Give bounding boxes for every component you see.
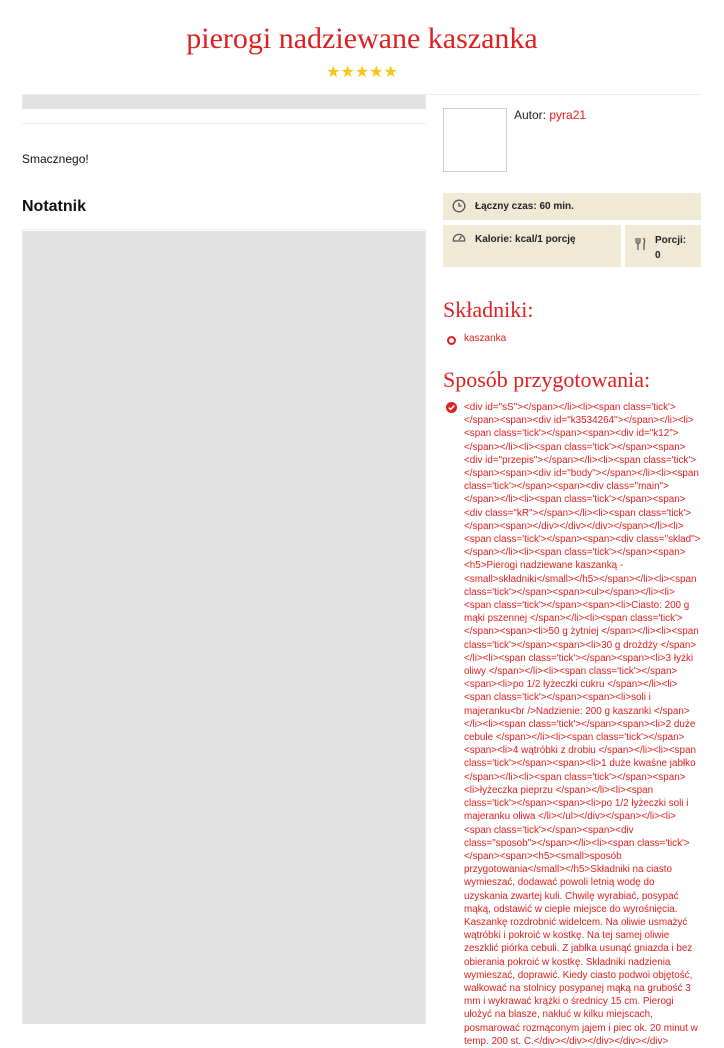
notes-heading: Notatnik bbox=[22, 198, 86, 215]
total-time-box bbox=[443, 193, 701, 220]
author-link[interactable]: pyra21 bbox=[549, 108, 587, 122]
portions-box bbox=[625, 225, 701, 267]
total-time: Łączny czas: 60 min. bbox=[475, 201, 574, 212]
ingredient-label: kaszanka bbox=[464, 333, 507, 344]
notes-area[interactable] bbox=[22, 231, 426, 1024]
author-info bbox=[514, 108, 586, 122]
calories: Kalorie: kcal/1 porcję bbox=[475, 234, 576, 245]
method-step: <div id="sS"></span></li><li><span class='tick'></span><span><div id="k3534264"></span></li><li><span class='tick'></span><span><div id="k12"></span></li><li><span class='tick'></span><span><div id="przepis"></span></li><li><span class='tick'></span><span><div id="body"></span></li><li><span class='tick'></span><span><div class="main"></span></li><li><span class='tick'></span><span><div class="kR"></span></li><li><span class='tick'></span><span></div></div></div></span></li><li><span class='tick'></span><span><div class="sklad"></span></li><li><span class='tick'></span><span><h5>Pierogi nadziewane kaszanką - <small>składniki</small></h5></span></li><li><span class='tick'></span><span><ul></span></li><li><span class='tick'></span><span><li>Ciasto: 200 g mąki pszennej </span></li><li><span class='tick'></span><span><li>50 g żytniej </span></li><li><span class='tick'></span><span><li>30 g drożdży </span></li><li><span class='tick'></span><span><li>3 łyżki oliwy </span></li><li><span class='tick'></span><span><li>po 1/2 łyżeczki cukru </span></li><li><span class='tick'></span><span><li>soli i majeranku<br />Nadzienie: 200 g kaszanki </span></li><li><span class='tick'></span><span><li>2 duże cebule </span></li><li><span class='tick'></span><span><li>4 wątróbki z drobiu </span></li><li><span class='tick'></span><span><li>1 duże kwaśne jabłko </span></li><li><span class='tick'></span><span><li>łyżeczka pieprzu </span></li><li><span class='tick'></span><span><li>po 1/2 łyżeczki soli i majeranku oliwa </li></ul></div></span></li><li><span class='tick'></span><span><div class="sposob"></span></li><li><span class='tick'></span><span><h5><small>sposób przygotowania</small></h5>Składniki na ciasto wymieszać, dodawać powoli letnią wodę do uzyskania zwartej kuli. Chwilę wyrabiać, posypać mąką, odstawić w ciepłe miejsce do wyrośnięcia. Kaszankę rozdrobnić widelcem. Na oliwie usmażyć wątróbki i pokroić w kostkę. Na tej samej oliwie zeszklić piórka cebuli. Z jabłka usunąć gniazda i bez obierania pokroić w kostkę. Składniki nadzienia wymieszać, doprawić. Kiedy ciasto podwoi objętość, wałkować na stolnicy posypanej mąką na grubość 3 mm i wykrawać krążki o średnicy 15 cm. Pierogi ułożyć na blasze, nakłuć w kilku miejscach, posmarować rozmąconym jajem i piec ok. 20 minut w temp. 200 st. C.</div></div></div></div></div> bbox=[464, 402, 701, 1047]
media-placeholder-bar bbox=[22, 95, 426, 109]
closing-text: Smacznego! bbox=[22, 152, 89, 166]
ingredients-heading: Składniki: bbox=[443, 297, 534, 322]
author-label: Autor: bbox=[514, 108, 547, 122]
portions bbox=[655, 233, 686, 263]
ring-bullet-icon bbox=[447, 336, 456, 345]
portions-label: Porcji: bbox=[655, 235, 687, 246]
clock-icon bbox=[452, 199, 466, 213]
gauge-icon bbox=[452, 231, 466, 245]
rating-stars[interactable]: ★★★★★ bbox=[326, 64, 398, 81]
content-divider bbox=[22, 123, 426, 124]
notes-divider bbox=[22, 229, 426, 230]
author-avatar[interactable] bbox=[443, 108, 507, 172]
method-heading: Sposób przygotowania: bbox=[443, 367, 651, 392]
recipe-title: pierogi nadziewane kaszanka bbox=[186, 22, 538, 55]
calories-box bbox=[443, 225, 621, 267]
portions-value: 0 bbox=[655, 250, 661, 261]
check-icon[interactable] bbox=[446, 402, 457, 413]
cutlery-icon bbox=[633, 237, 647, 251]
